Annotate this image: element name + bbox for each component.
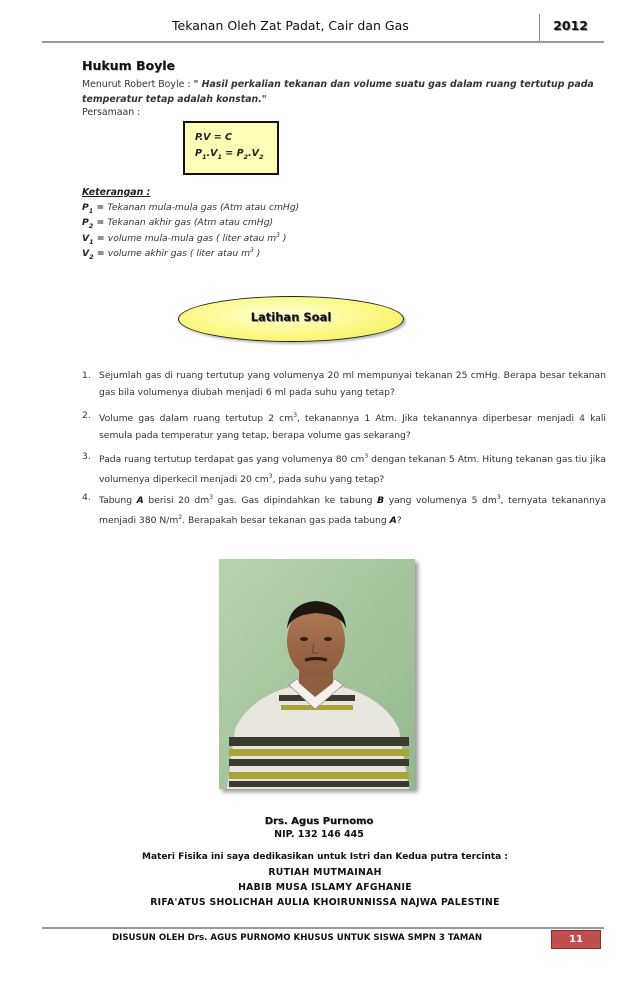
- intro-quote-line2: temperatur tetap adalah konstan.": [82, 94, 267, 105]
- author-photo: [219, 559, 415, 789]
- header-year: 2012: [553, 18, 588, 33]
- page-number-badge: 11: [551, 930, 601, 949]
- question-text: Pada ruang tertutup terdapat gas yang volumenya 80 $cm^3$ dengan tekanan 5 Atm. Hitung tekanan gas tiu jika volumenya diperkecil menjadi 20 $cm^3$, pada suhu yang tetap?: [99, 453, 606, 485]
- keterangan-item: $P_2$ = Tekanan akhir gas (Atm atau cmHg): [82, 217, 274, 230]
- dedication-name: RIFA'ATUS SHOLICHAH AULIA KHOIRUNNISSA NAJWA PALESTINE: [150, 897, 500, 908]
- page-header: [42, 14, 604, 40]
- footer-rule: [42, 927, 604, 929]
- keterangan-item: $V_2$ = volume akhir gas ( liter atau $m^3$ ): [82, 247, 261, 261]
- section-title: Hukum Boyle: [82, 58, 175, 73]
- question-3: 3. Pada ruang tertutup terdapat gas yang volumenya 80 $cm^3$ dengan tekanan 5 Atm. Hitung tekanan gas tiu jika volumenya diperkecil menjadi 20 $cm^3$, pada suhu yang tetap?: [82, 449, 606, 488]
- question-text: Sejumlah gas di ruang tertutup yang volumenya 20 ml mempunyai tekanan 25 cmHg. Berapa besar tekanan gas bila volumenya diubah menjadi 6 ml pada suhu yang tetap?: [99, 370, 606, 398]
- dedication-name: RUTIAH MUTMAINAH: [268, 867, 382, 878]
- footer-text: DISUSUN OLEH Drs. AGUS PURNOMO KHUSUS UNTUK SISWA SMPN 3 TAMAN: [112, 933, 483, 943]
- question-2: 2. Volume gas dalam ruang tertutup 2 $cm^3$, tekanannya 1 Atm. Jika tekanannya diperbesar menjadi 4 kali semula pada temperatur yang tetap, berapa volume gas sekarang?: [82, 408, 606, 444]
- author-portrait-illustration: [219, 559, 415, 789]
- intro-paragraph: [82, 77, 604, 107]
- header-divider: [539, 14, 540, 42]
- author-name: Drs. Agus Purnomo: [264, 816, 374, 827]
- question-text: Volume gas dalam ruang tertutup 2 $cm^3$, tekanannya 1 Atm. Jika tekanannya diperbesar menjadi 4 kali semula pada temperatur yang tetap, berapa volume gas sekarang?: [99, 412, 606, 441]
- header-rule: [42, 41, 604, 43]
- intro-prefix: Menurut Robert Boyle :: [82, 79, 194, 90]
- keterangan-item: $V_1$ = volume mula-mula gas ( liter atau $m^3$ ): [82, 232, 287, 246]
- header-title: Tekanan Oleh Zat Padat, Cair dan Gas: [172, 18, 409, 33]
- question-4: 4. Tabung A berisi 20 $dm^3$ gas. Gas dipindahkan ke tabung B yang volumenya 5 $dm^3$, ternyata tekanannya menjadi 380 $N/m^2$. Berapakah besar tekanan gas pada tabung A?: [82, 490, 606, 529]
- formula-line-1: P.V = C: [195, 132, 233, 143]
- dedication-line: Materi Fisika ini saya dedikasikan untuk Istri dan Kedua putra tercinta :: [142, 852, 508, 862]
- intro-quote-line1: " Hasil perkalian tekanan dan volume suatu gas dalam ruang tertutup pada: [193, 79, 594, 90]
- keterangan-item: $P_1$ = Tekanan mula-mula gas (Atm atau cmHg): [82, 202, 300, 215]
- persamaan-label: Persamaan :: [82, 107, 141, 118]
- question-1: 1. Sejumlah gas di ruang tertutup yang volumenya 20 ml mempunyai tekanan 25 cmHg. Berapa besar tekanan gas bila volumenya diubah menjadi 6 ml pada suhu yang tetap?: [82, 368, 606, 401]
- banner-label: Latihan Soal: [250, 310, 332, 324]
- dedication-name: HABIB MUSA ISLAMY AFGHANIE: [238, 882, 412, 893]
- formula-line-2: $P_1.V_1 = P_2.V_2$: [195, 148, 264, 161]
- formula-box: [183, 121, 279, 175]
- question-text: Tabung A berisi 20 $dm^3$ gas. Gas dipindahkan ke tabung B yang volumenya 5 $dm^3$, ternyata tekanannya menjadi 380 $N/m^2$. Berapakah besar tekanan gas pada tabung A?: [99, 494, 606, 526]
- latihan-soal-banner: [178, 296, 404, 342]
- keterangan-title: Keterangan :: [82, 187, 151, 198]
- author-nip: NIP. 132 146 445: [274, 829, 364, 840]
